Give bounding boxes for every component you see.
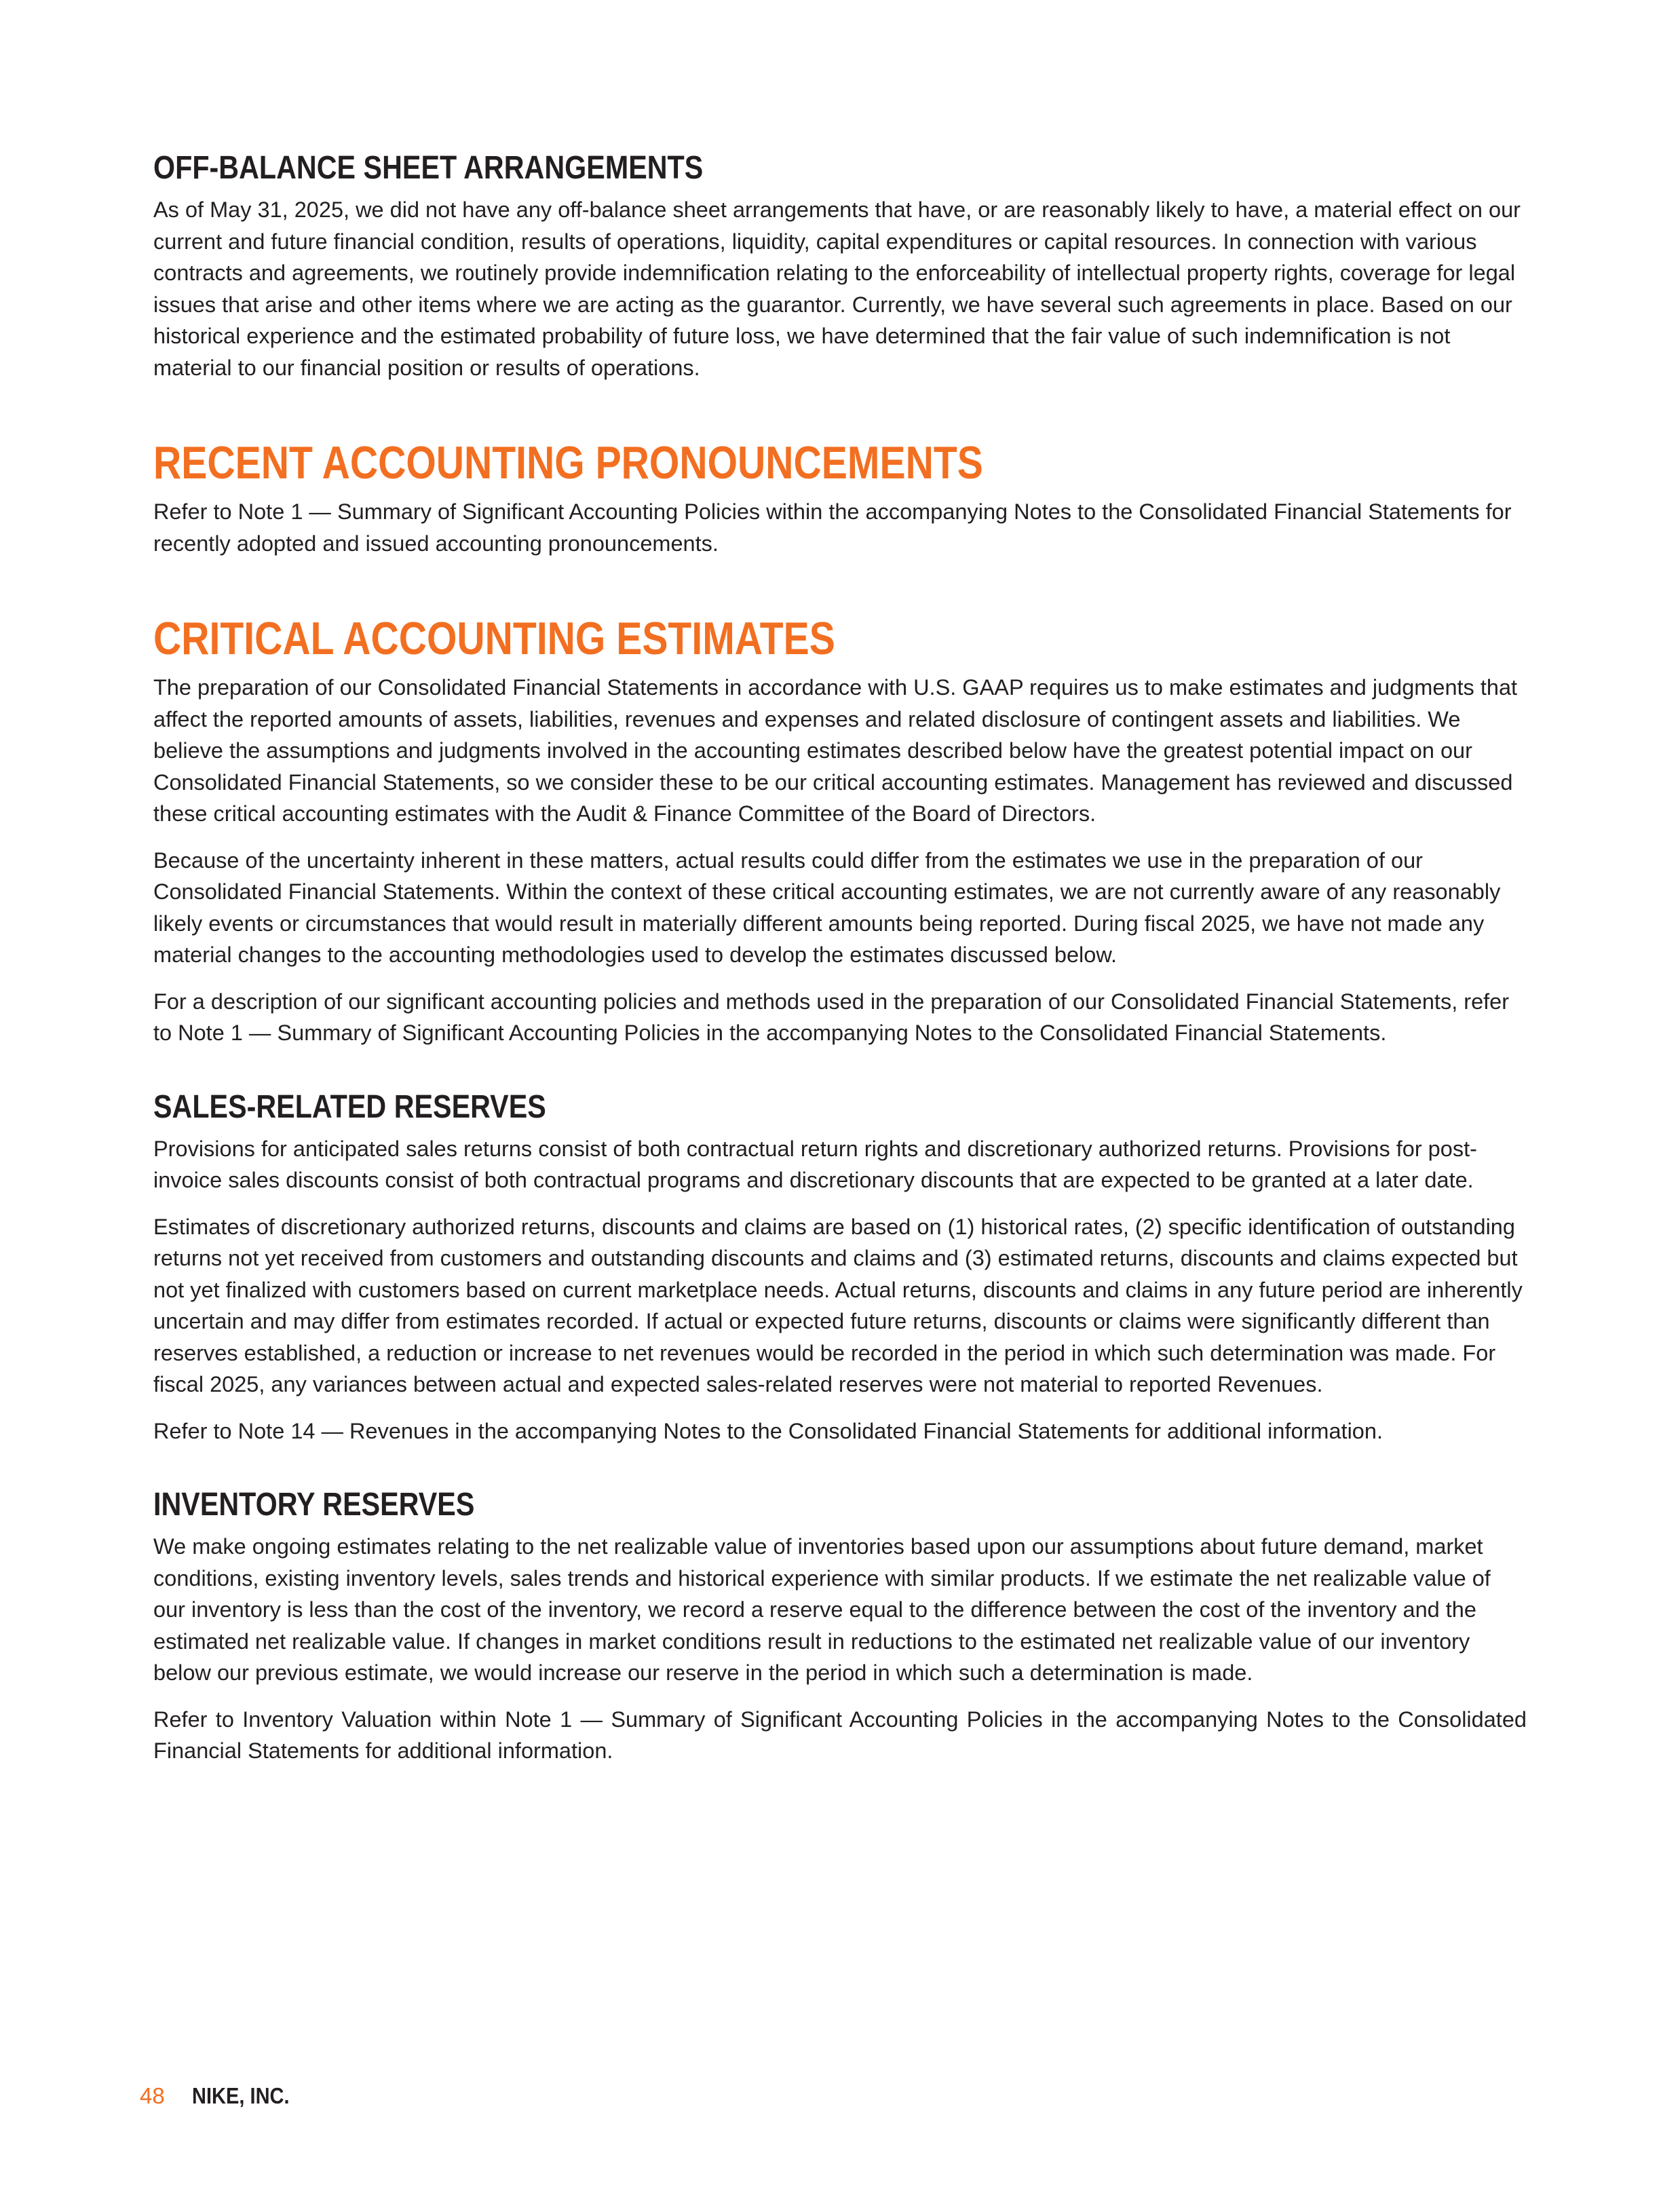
- critical-estimates-paragraph-2: Because of the uncertainty inherent in these matters, actual results could differ from the estimates we use in the preparation of our Consolidated Financial Statements. Within the context of these critical accounting estimates, we are not currently aware of any reasonably likely events or circumstances that would result in materially different amounts being reported. During fiscal 2025, we have not made any material changes to the accounting methodologies used to develop the estimates discussed below.: [153, 848, 1501, 967]
- sales-reserves-heading: SALES-RELATED RESERVES: [153, 1088, 546, 1125]
- inventory-reserves-paragraph-2: Refer to Inventory Valuation within Note 1 — Summary of Significant Accounting Policies in the accompanying Notes to the Consolidated Financial Statements for additional information.: [153, 1707, 1527, 1763]
- sales-reserves-paragraph-2: Estimates of discretionary authorized returns, discounts and claims are based on (1) historical rates, (2) specific identification of outstanding returns not yet received from customers and outstanding discounts and claims and (3) estimated returns, discounts and claims expected but not yet finalized with customers based on current marketplace needs. Actual returns, discounts and claims in any future period are inherently uncertain and may differ from estimates recorded. If actual or expected future returns, discounts or claims were significantly different than reserves established, a reduction or increase to net revenues would be recorded in the period in which such determination was made. For fiscal 2025, any variances between actual and expected sales-related reserves were not material to reported Revenues.: [153, 1214, 1523, 1396]
- page-number: 48: [140, 2083, 165, 2108]
- critical-estimates-paragraph-1: The preparation of our Consolidated Financial Statements in accordance with U.S. GAAP requires us to make estimates and judgments that affect the reported amounts of assets, liabilities, revenues and expenses and related disclosure of contingent assets and liabilities. We believe the assumptions and judgments involved in the accounting estimates described below have the greatest potential impact on our Consolidated Financial Statements, so we consider these to be our critical accounting estimates. Management has reviewed and discussed these critical accounting estimates with the Audit & Finance Committee of the Board of Directors.: [153, 675, 1518, 826]
- inventory-reserves-heading: INVENTORY RESERVES: [153, 1487, 475, 1523]
- sales-reserves-paragraph-3: Refer to Note 14 — Revenues in the accompanying Notes to the Consolidated Financial Statements for additional information.: [153, 1418, 1383, 1443]
- off-balance-heading: OFF-BALANCE SHEET ARRANGEMENTS: [153, 150, 704, 186]
- off-balance-paragraph-1: As of May 31, 2025, we did not have any off-balance sheet arrangements that have, or are reasonably likely to have, a material effect on our current and future financial condition, results of operations, liquidity, capital expenditures or capital resources. In connection with various contracts and agreements, we routinely provide indemnification relating to the enforceability of intellectual property rights, coverage for legal issues that arise and other items where we are acting as the guarantor. Currently, we have several such agreements in place. Based on our historical experience and the estimated probability of future loss, we have determined that the fair value of such indemnification is not material to our financial position or results of operations.: [153, 197, 1521, 380]
- critical-estimates-paragraph-3: For a description of our significant accounting policies and methods used in the preparation of our Consolidated Financial Statements, refer to Note 1 — Summary of Significant Accounting Policies in the accompanying Notes to the Consolidated Financial Statements.: [153, 989, 1510, 1045]
- inventory-reserves-paragraph-1: We make ongoing estimates relating to the net realizable value of inventories based upon our assumptions about future demand, market conditions, existing inventory levels, sales trends and historical experience with similar products. If we estimate the net realizable value of our inventory is less than the cost of the inventory, we record a reserve equal to the difference between the cost of the inventory and the estimated net realizable value. If changes in market conditions result in reductions to the estimated net realizable value of our inventory below our previous estimate, we would increase our reserve in the period in which such a determination is made.: [153, 1534, 1491, 1685]
- critical-estimates-heading: CRITICAL ACCOUNTING ESTIMATES: [153, 613, 835, 664]
- page-content: [153, 149, 1527, 1782]
- recent-pronouncements-heading: RECENT ACCOUNTING PRONOUNCEMENTS: [153, 437, 983, 489]
- company-name: NIKE, INC.: [191, 2083, 290, 2108]
- page-footer: [140, 2083, 303, 2117]
- sales-reserves-paragraph-1: Provisions for anticipated sales returns consist of both contractual return rights and discretionary authorized returns. Provisions for post-invoice sales discounts consist of both contractual programs and discretionary discounts that are expected to be granted at a later date.: [153, 1136, 1477, 1192]
- recent-pronouncements-paragraph-1: Refer to Note 1 — Summary of Significant Accounting Policies within the accompanying Notes to the Consolidated Financial Statements for recently adopted and issued accounting pronouncements.: [153, 499, 1512, 556]
